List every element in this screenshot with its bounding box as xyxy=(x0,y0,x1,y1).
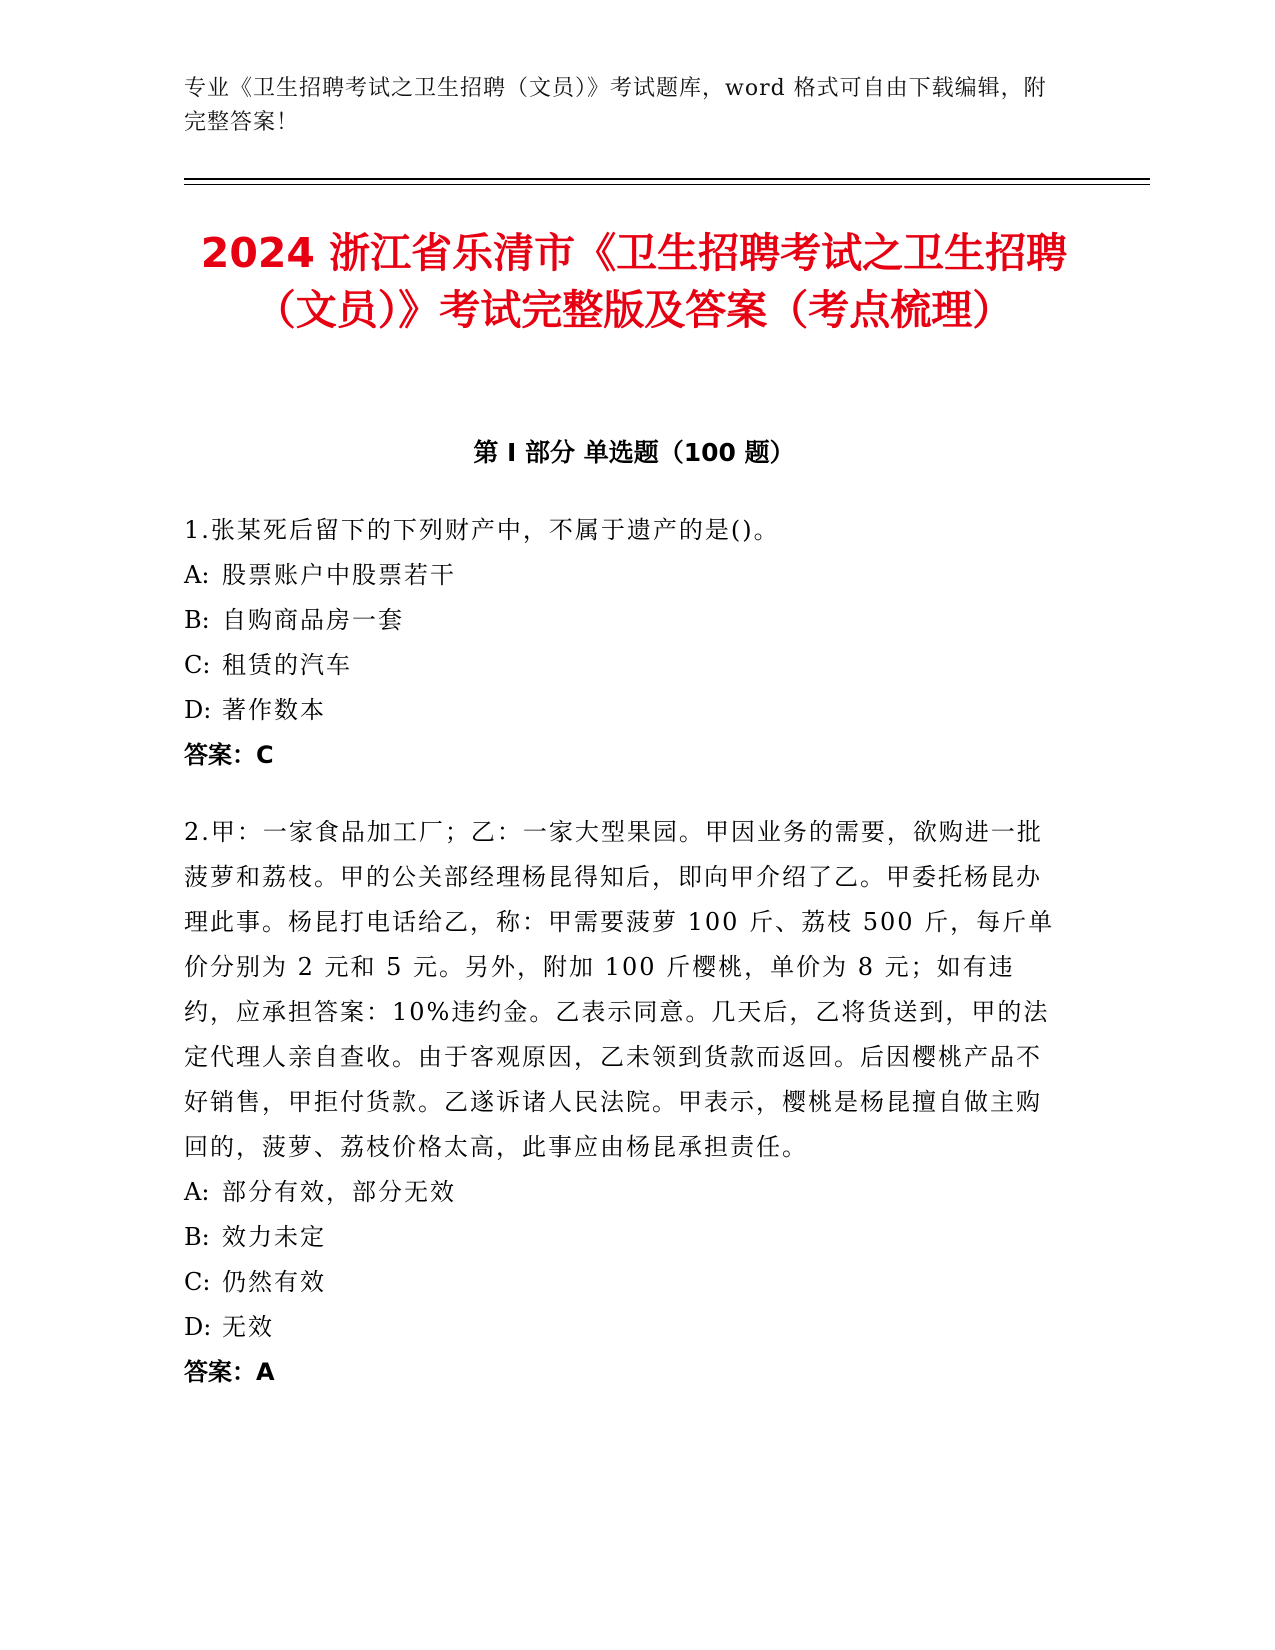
option-text: 著作数本 xyxy=(222,696,326,724)
option-b xyxy=(184,598,1064,643)
answer-line: 答案：A xyxy=(184,1358,275,1386)
option-letter: B: xyxy=(184,606,210,634)
option-letter: D: xyxy=(184,696,212,724)
option-d xyxy=(184,1305,1064,1350)
option-b xyxy=(184,1215,1064,1260)
question-stem: 2.甲：一家食品加工厂；乙：一家大型果园。甲因业务的需要，欲购进一批菠萝和荔枝。甲的公关部经理杨昆得知后，即向甲介绍了乙。甲委托杨昆办理此事。杨昆打电话给乙，称：甲需要菠萝 100 斤、荔枝 500 斤，每斤单价分别为 2 元和 5 元。另外，附加 100 斤樱桃，单价为 8 元；如有违约，应承担答案：10%违约金。乙表示同意。几天后，乙将货送到，甲的法定代理人亲自查收。由于客观原因，乙未领到货款而返回。后因樱桃产品不好销售，甲拒付货款。乙遂诉诸人民法院。甲表示，樱桃是杨昆擅自做主购回的，菠萝、荔枝价格太高，此事应由杨昆承担责任。 xyxy=(184,818,1055,1161)
option-c xyxy=(184,643,1064,688)
option-letter: A: xyxy=(184,561,210,589)
option-text: 股票账户中股票若干 xyxy=(222,561,456,589)
option-text: 仍然有效 xyxy=(222,1268,326,1296)
option-letter: B: xyxy=(184,1223,210,1251)
option-letter: C: xyxy=(184,651,211,679)
option-d xyxy=(184,688,1064,733)
question-1 xyxy=(184,508,1064,778)
option-letter: D: xyxy=(184,1313,212,1341)
document-title: 2024 浙江省乐清市《卫生招聘考试之卫生招聘（文员）》考试完整版及答案（考点梳理） xyxy=(200,229,1068,334)
question-stem: 1.张某死后留下的下列财产中，不属于遗产的是()。 xyxy=(184,516,780,544)
header-divider-thick xyxy=(184,178,1150,180)
header-divider-thin xyxy=(184,184,1150,185)
option-text: 租赁的汽车 xyxy=(222,651,352,679)
option-a xyxy=(184,553,1064,598)
option-text: 无效 xyxy=(222,1313,274,1341)
option-text: 自购商品房一套 xyxy=(222,606,404,634)
answer-line: 答案：C xyxy=(184,741,274,769)
option-letter: C: xyxy=(184,1268,211,1296)
option-a xyxy=(184,1170,1064,1215)
option-c xyxy=(184,1260,1064,1305)
option-text: 部分有效，部分无效 xyxy=(222,1178,456,1206)
question-2 xyxy=(184,810,1064,1395)
section-heading: 第 I 部分 单选题（100 题） xyxy=(473,438,795,467)
option-text: 效力未定 xyxy=(222,1223,326,1251)
option-letter: A: xyxy=(184,1178,210,1206)
header-note: 专业《卫生招聘考试之卫生招聘（文员）》考试题库，word 格式可自由下载编辑，附完整答案！ xyxy=(184,76,1047,135)
